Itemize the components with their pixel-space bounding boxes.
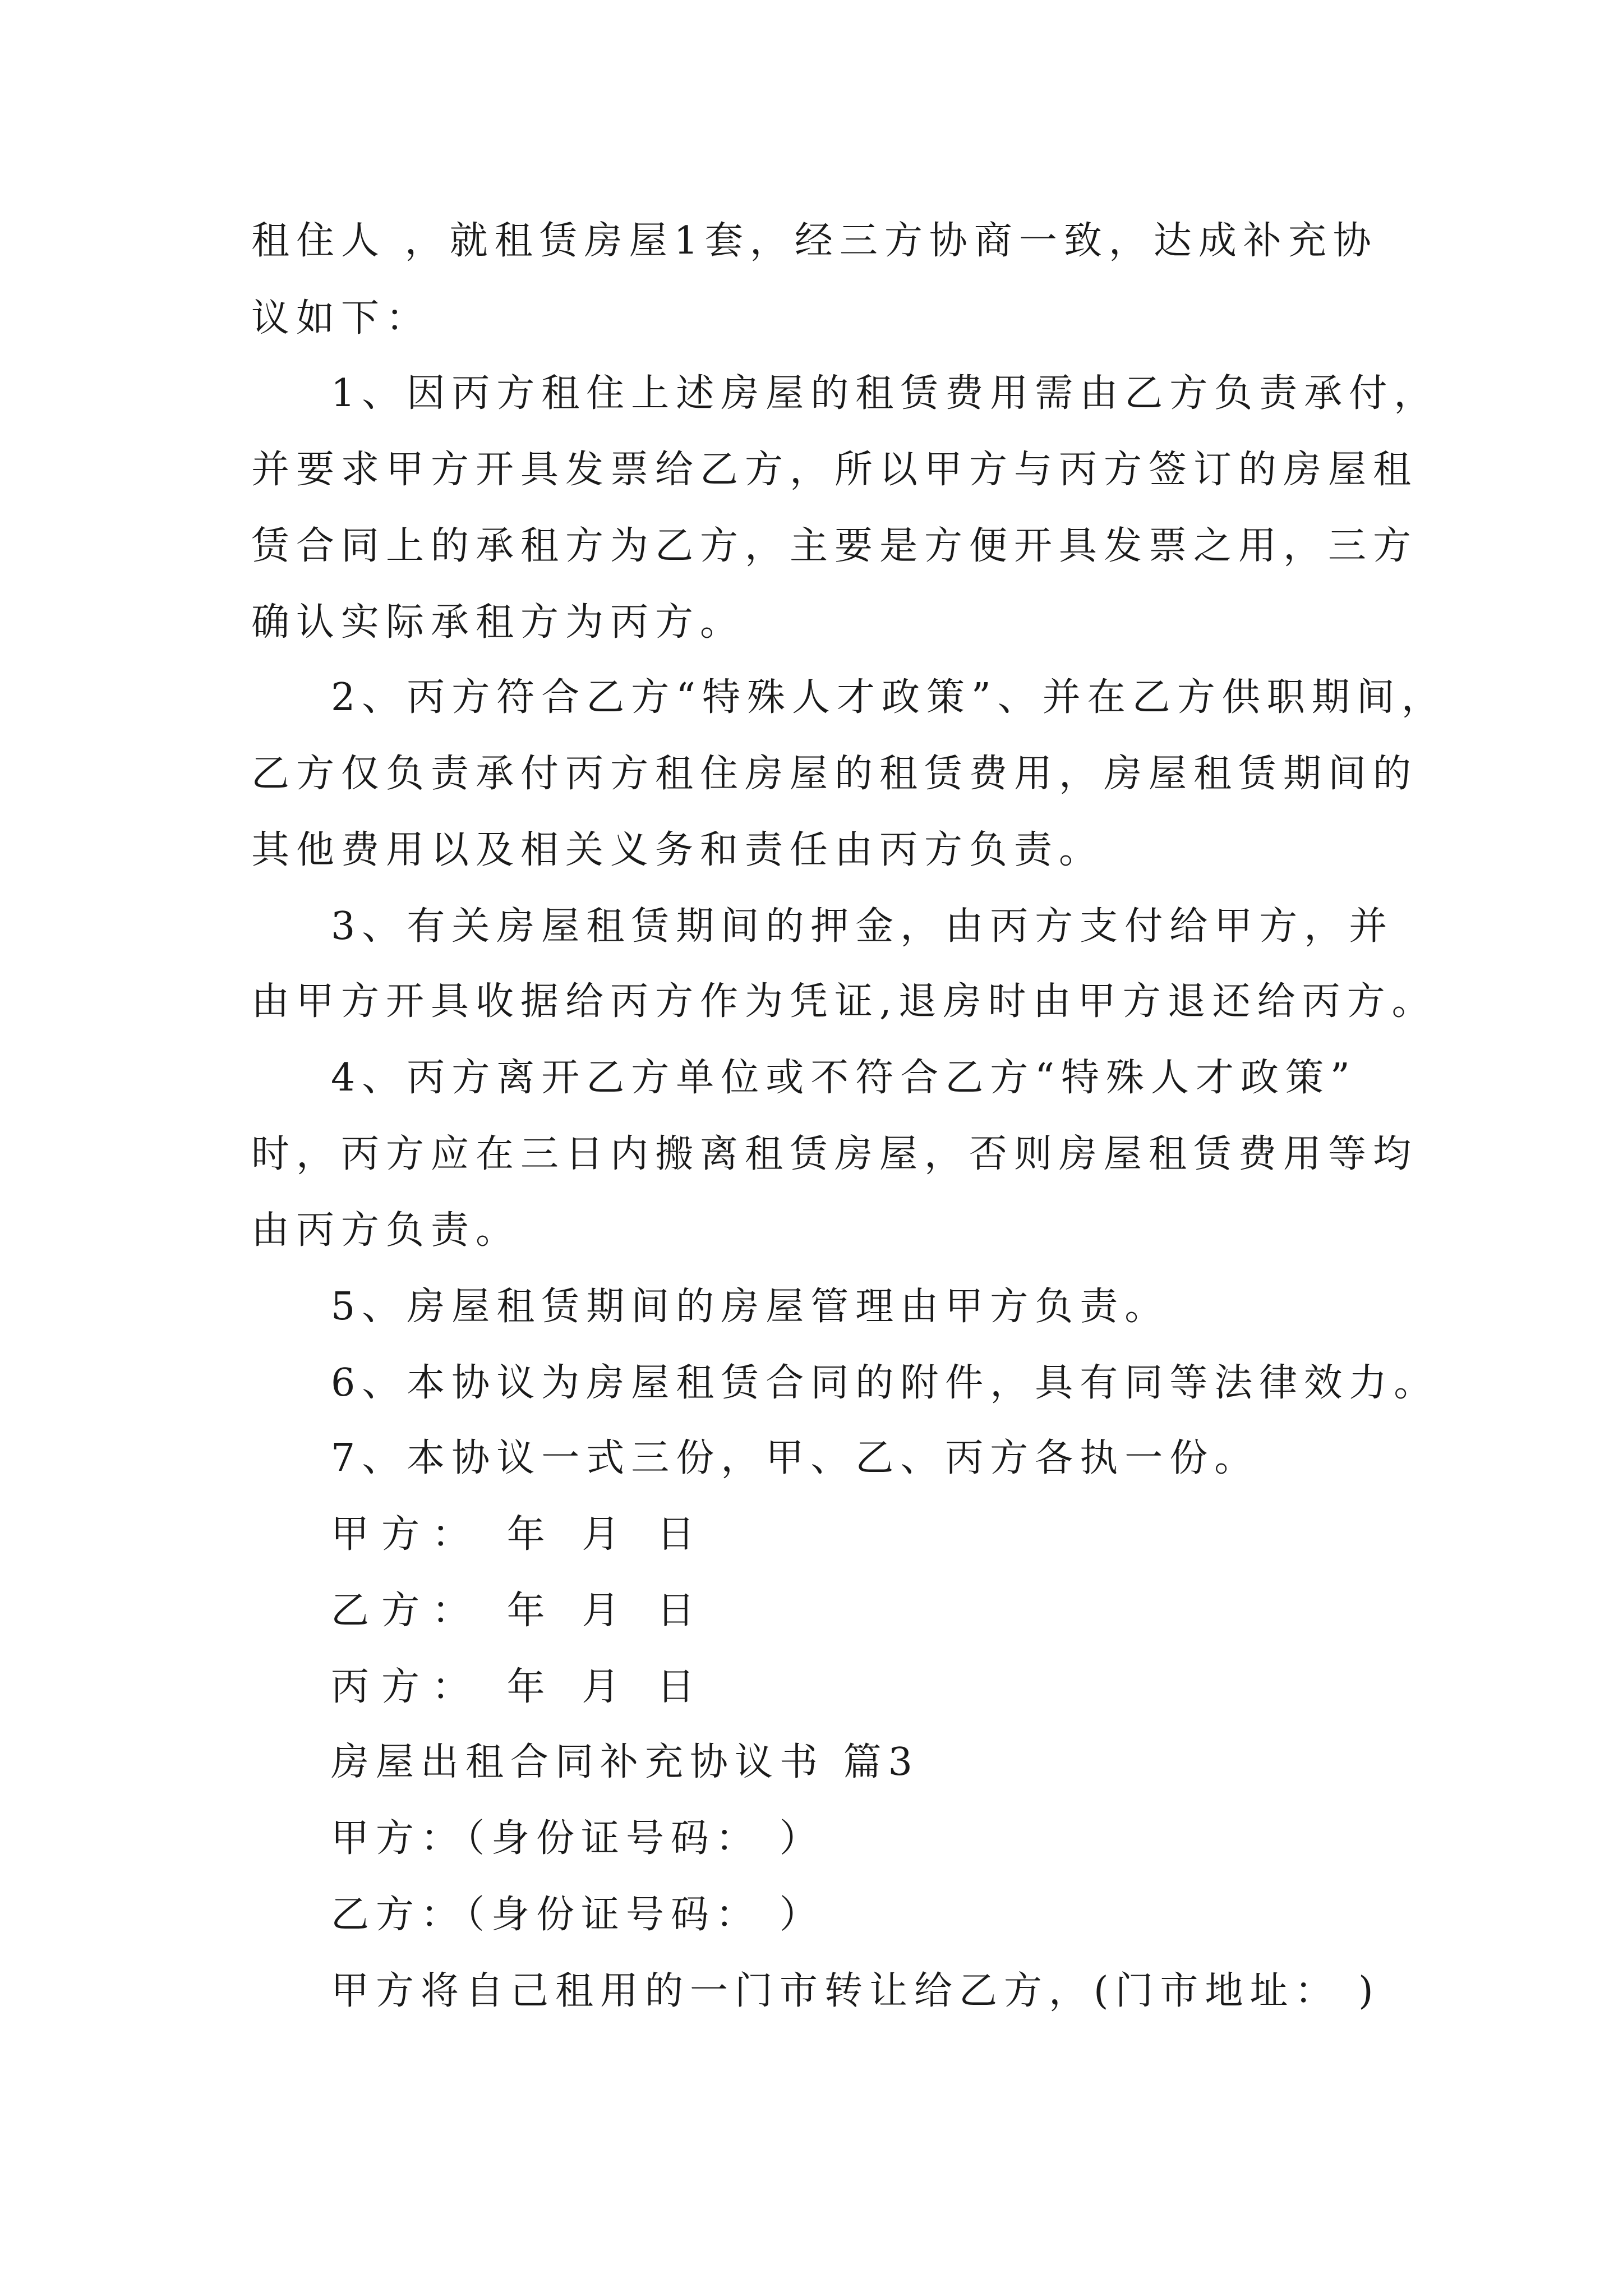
- text-line: 由甲方开具收据给丙方作为凭证,退房时由甲方退还给丙方。: [251, 979, 1437, 1024]
- text-line: 赁合同上的承租方为乙方，主要是方便开具发票之用，三方: [251, 524, 1418, 568]
- clause-4-line: 4、丙方离开乙方单位或不符合乙方“特殊人才政策”: [331, 1056, 1357, 1100]
- signature-party-b: 乙方： 年 月 日: [331, 1589, 707, 1633]
- text-line: 其他费用以及相关义务和责任由丙方负责。: [251, 828, 1104, 872]
- clause-7-line: 7、本协议一式三份，甲、乙、丙方各执一份。: [331, 1436, 1260, 1480]
- text-line: 租住人 ，就租赁房屋1套，经三方协商一致，达成补充协: [251, 219, 1378, 263]
- signature-party-c: 丙方： 年 月 日: [331, 1665, 707, 1709]
- party-a-id-line: 甲方：（身份证号码： ）: [331, 1816, 824, 1861]
- clause-1-line: 1、因丙方租住上述房屋的租赁费用需由乙方负责承付，: [331, 371, 1439, 416]
- text-line: 由丙方负责。: [251, 1208, 521, 1253]
- clause-2-line: 2、丙方符合乙方“特殊人才政策”、并在乙方供职期间，: [331, 675, 1446, 720]
- clause-5-line: 5、房屋租赁期间的房屋管理由甲方负责。: [331, 1285, 1170, 1329]
- text-line: 并要求甲方开具发票给乙方，所以甲方与丙方签订的房屋租: [251, 448, 1418, 492]
- text-line: 时，丙方应在三日内搬离租赁房屋，否则房屋租赁费用等均: [251, 1132, 1418, 1176]
- clause-6-line: 6、本协议为房屋租赁合同的附件，具有同等法律效力。: [331, 1361, 1439, 1405]
- party-b-id-line: 乙方：（身份证号码： ）: [331, 1893, 824, 1937]
- text-line: 确认实际承租方为丙方。: [251, 600, 745, 645]
- text-line: 甲方将自己租用的一门市转让给乙方，(门市地址： ): [331, 1969, 1380, 2013]
- text-line: 议如下：: [251, 296, 431, 341]
- signature-party-a: 甲方： 年 月 日: [331, 1512, 707, 1557]
- text-line: 乙方仅负责承付丙方租住房屋的租赁费用，房屋租赁期间的: [251, 752, 1418, 796]
- section-heading: 房屋出租合同补充协议书 篇3: [331, 1740, 919, 1784]
- clause-3-line: 3、有关房屋租赁期间的押金，由丙方支付给甲方，并: [331, 904, 1394, 949]
